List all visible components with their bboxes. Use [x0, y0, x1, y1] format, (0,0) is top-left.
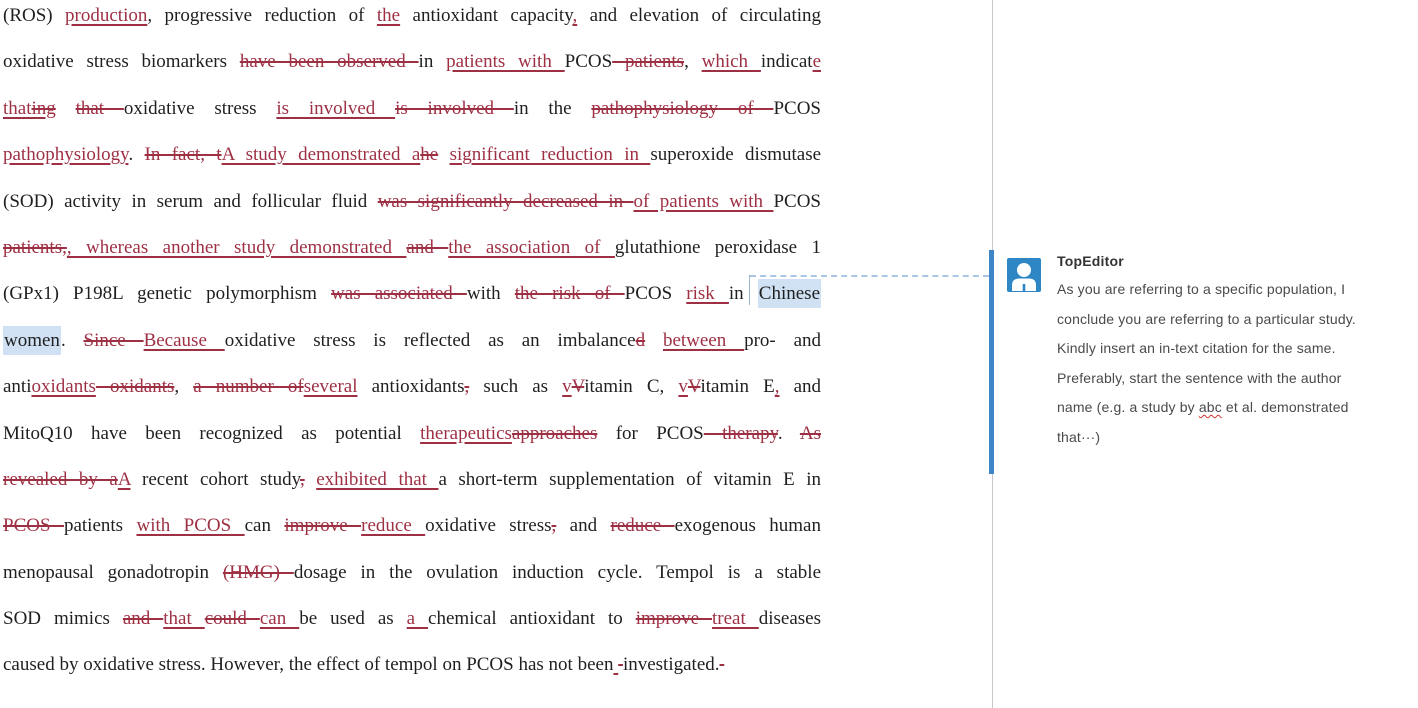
deleted-text: and [122, 608, 164, 630]
comment-text-line [1057, 393, 1405, 423]
deleted-text: As [799, 422, 821, 444]
text-run: anti [3, 376, 32, 398]
inserted-text: several [303, 376, 358, 398]
inserted-text: Because [143, 329, 225, 351]
text-run: such as [469, 376, 563, 398]
text-run: oxidative stress is reflected as an imbalance [224, 329, 636, 351]
comment-connector-dashed-line [750, 275, 989, 277]
document-line [3, 86, 821, 132]
document-line [3, 0, 821, 39]
document-line [3, 642, 821, 688]
inserted-text: risk [686, 283, 729, 305]
text-run: can [244, 515, 285, 537]
inserted-text: can [259, 608, 300, 630]
comment-text-run: name (e.g. a study by [1057, 399, 1199, 415]
text-run: exogenous human [674, 515, 821, 537]
deleted-text: patients, [3, 236, 67, 258]
text-run: oxidative stress [123, 97, 277, 119]
comment-text-run: Kindly insert an in-text citation for the same. [1057, 340, 1336, 356]
text-run: , [684, 51, 702, 73]
text-run: pro- and [744, 329, 821, 351]
text-run: and [779, 376, 821, 398]
text-run: antioxidants [357, 376, 465, 398]
text-run: (SOD) activity in serum and follicular fluid [3, 190, 378, 212]
inserted-text: v [562, 376, 572, 398]
deleted-text: have been observed [239, 51, 419, 73]
text-run: , [174, 376, 194, 398]
deleted-text: was associated [331, 283, 467, 305]
text-run: a short-term supplementation of vitamin E in [438, 468, 821, 490]
inserted-text: production [65, 5, 148, 26]
comment-anchor-line [749, 275, 750, 305]
deleted-text: V [687, 376, 701, 398]
text-run: diseases [758, 608, 821, 630]
inserted-text: treat [712, 608, 759, 630]
inserted-deleted-text: ing [31, 97, 56, 119]
deleted-text: , [299, 468, 305, 490]
text-run: investigated. [622, 654, 720, 676]
deleted-text: and [406, 236, 449, 258]
document-line [3, 39, 821, 85]
comment-text-run: Preferably, start the sentence with the author [1057, 369, 1342, 386]
text-run: itamin E [700, 376, 775, 398]
inserted-text: therapeutics [420, 422, 512, 444]
deleted-text: reduce [610, 515, 675, 537]
inserted-text: oxidants [31, 376, 96, 398]
deleted-text: improve [635, 608, 713, 630]
text-run: in [728, 283, 758, 305]
comment-anchor-text[interactable]: Chinese [758, 279, 821, 308]
comment-text-line [1057, 334, 1405, 364]
person-icon [1007, 258, 1041, 292]
text-run [438, 144, 449, 165]
document-line [3, 503, 821, 549]
deleted-text: the [514, 283, 553, 305]
document-line [3, 179, 821, 225]
deleted-text: improve [284, 515, 362, 537]
inserted-text: a [406, 608, 429, 630]
text-run: in [418, 51, 447, 73]
deleted-text: In fact, t [144, 144, 222, 166]
deleted-text: therapy [703, 422, 778, 444]
deleted-text: was significantly decreased in [377, 190, 634, 212]
inserted-text: , whereas another study demonstrated [66, 236, 407, 258]
document-line [3, 318, 821, 364]
deleted-text: pathophysiology of [591, 97, 774, 119]
text-run: MitoQ10 have been recognized as potential [3, 422, 421, 444]
text-run: and [556, 515, 611, 537]
text-run: (ROS) [3, 5, 66, 26]
text-run: indicat [760, 51, 813, 73]
inserted-text: v [678, 376, 688, 398]
deleted-text: , [551, 515, 557, 537]
text-run: oxidative stress [425, 515, 552, 537]
inserted-text: , [572, 5, 578, 26]
inserted-text: pathophysiology [3, 144, 129, 166]
document-line [3, 271, 821, 317]
document-text[interactable] [3, 0, 821, 689]
comment-text-run: As you are referring to a specific population, I [1057, 281, 1346, 297]
deleted-text: PCOS [3, 515, 64, 537]
inserted-text: patients with [446, 51, 565, 73]
comment-author: TopEditor [1057, 253, 1124, 269]
text-run: PCOS [624, 283, 687, 305]
document-line [3, 132, 821, 178]
comment-text-run: et al. demonstrated [1221, 399, 1349, 415]
text-run: be used as [299, 608, 407, 630]
text-run: recent cohort study [130, 468, 300, 490]
deleted-text: that [75, 97, 124, 119]
inserted-text: A study demonstrated a [221, 144, 421, 166]
inserted-text: of patients with [633, 190, 774, 212]
comment-text-line [1057, 423, 1405, 453]
text-run: PCOS [773, 190, 821, 212]
deleted-text: patients [612, 51, 685, 73]
text-run: superoxide dismutase [650, 144, 821, 166]
deleted-text: is involved [395, 97, 514, 119]
document-line [3, 225, 821, 271]
inserted-text: the association of [448, 236, 615, 258]
comment-text-line [1057, 305, 1405, 335]
comment-text-run: conclude you are referring to a particular study. [1057, 310, 1356, 327]
inserted-text: that [3, 97, 32, 119]
deleted-text: (HMG) [222, 561, 294, 583]
comment-selection-bar [989, 250, 994, 474]
document-line [3, 457, 821, 503]
inserted-text: significant reduction in [449, 144, 651, 166]
text-run: dosage in the ovulation induction cycle. Tempol is a stable [293, 561, 821, 583]
text-run: caused by oxidative stress. However, the effect of tempol on PCOS has not been [3, 654, 614, 676]
inserted-text: exhibited that [316, 468, 439, 490]
text-run: antioxidant capacity [400, 5, 573, 26]
comment-body [1057, 275, 1405, 452]
text-run: . [128, 144, 145, 166]
document-line [3, 411, 821, 457]
deleted-text [720, 654, 725, 675]
text-run: and elevation of circulating [577, 5, 821, 26]
inserted-text: between [662, 329, 745, 351]
document-line [3, 364, 821, 410]
misspelled-word: abc [1198, 399, 1222, 415]
deleted-text: oxidants [95, 376, 175, 398]
document-line [3, 550, 821, 596]
text-run: glutathione peroxidase 1 [614, 236, 821, 258]
text-run: PCOS [773, 97, 821, 119]
text-run: menopausal gonadotropin [3, 561, 223, 583]
text-run: . [777, 422, 800, 444]
text-run: oxidative stress biomarkers [3, 51, 240, 73]
inserted-text: with PCOS [136, 515, 245, 537]
deleted-text: d [635, 329, 646, 351]
inserted-text: A [117, 468, 131, 490]
text-run [645, 330, 663, 351]
text-run [56, 98, 76, 119]
deleted-text: Since [83, 329, 144, 351]
text-run: in the [513, 97, 592, 119]
deleted-text: he [420, 144, 439, 166]
inserted-text: e [812, 51, 821, 73]
deleted-text: , [464, 376, 470, 398]
inserted-text: , [774, 376, 780, 398]
text-run [305, 469, 317, 490]
document-line [3, 596, 821, 642]
text-run: PCOS [564, 51, 613, 73]
inserted-text: reduce [361, 515, 426, 537]
text-run: chemical antioxidant to [428, 608, 636, 630]
deleted-text: a number of [193, 376, 304, 398]
deleted-text: approaches [511, 422, 598, 444]
inserted-text: which [701, 51, 761, 73]
text-run: SOD mimics [3, 608, 123, 630]
deleted-text: risk of [552, 283, 625, 305]
comment-text-line [1057, 364, 1405, 394]
comment-text-line [1057, 275, 1405, 305]
comment-text-run: that···) [1057, 428, 1101, 445]
deleted-text: could [204, 608, 260, 630]
inserted-text: that [163, 608, 205, 630]
text-run: . [60, 329, 84, 351]
comment-card[interactable] [1005, 252, 1405, 452]
inserted-text: is involved [276, 97, 396, 119]
text-run: for PCOS [597, 422, 704, 444]
text-run: , progressive reduction of [147, 5, 377, 26]
text-run: (GPx1) P198L genetic polymorphism [3, 283, 332, 305]
text-run: itamin C, [584, 376, 679, 398]
deleted-text: revealed by a [3, 468, 118, 490]
inserted-text: the [376, 5, 401, 26]
text-run: with [466, 283, 515, 305]
comment-anchor-text[interactable]: women [3, 326, 61, 355]
text-run: patients [63, 515, 137, 537]
deleted-text: V [571, 376, 585, 398]
